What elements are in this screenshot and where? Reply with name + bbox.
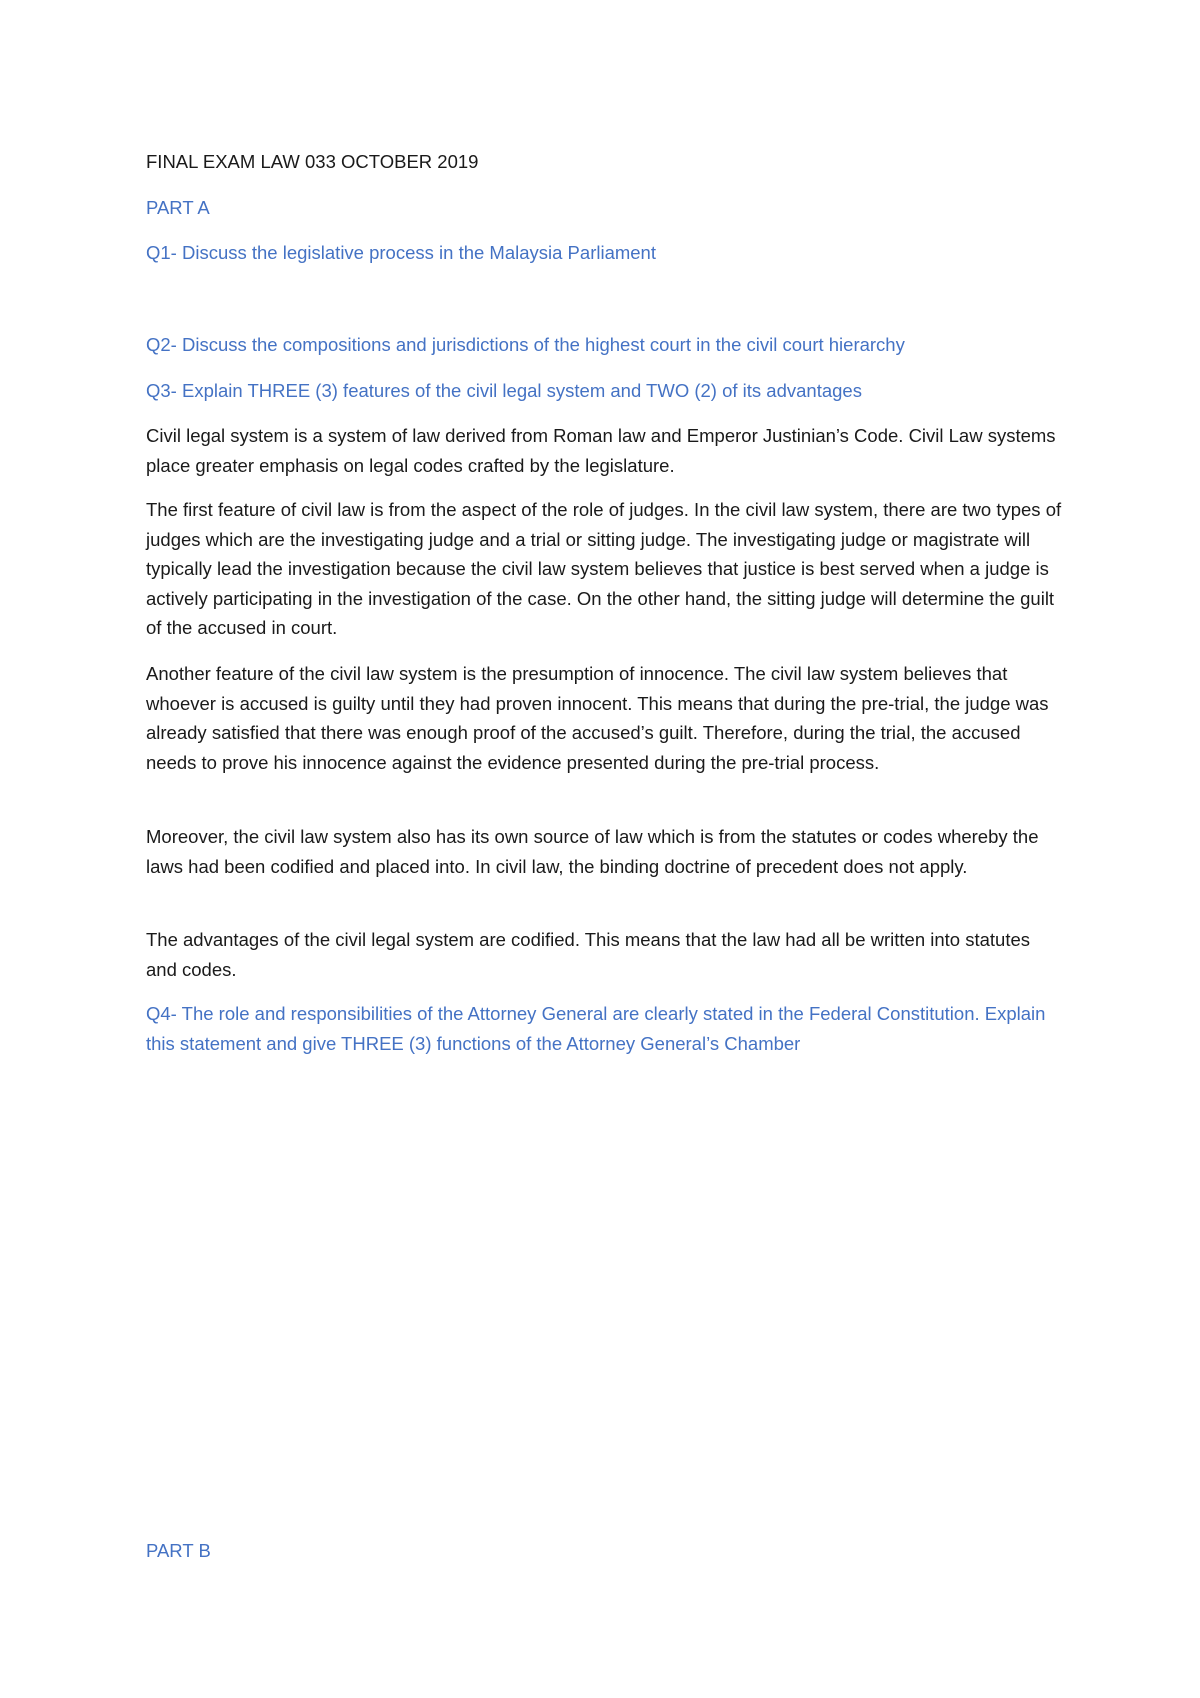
question-4: Q4- The role and responsibilities of the Attorney General are clearly stated in the Federal Constitution. Explain this statement and give THREE (3) functions of the Attorney General’s Chamber	[146, 1003, 1046, 1054]
answer-paragraph-advantages: The advantages of the civil legal system are codified. This means that the law had all be written into statutes and codes.	[146, 929, 1031, 980]
part-b-heading: PART B	[146, 1540, 211, 1561]
question-1: Q1- Discuss the legislative process in the Malaysia Parliament	[146, 242, 656, 263]
answer-paragraph-feature-1: The first feature of civil law is from the aspect of the role of judges. In the civil law system, there are two types of judges which are the investigating judge and a trial or sitting judge. The investigating judge or magistrate will typically lead the investigation because the civil law system believes that justice is best served when a judge is actively participating in the investigation of the case. On the other hand, the sitting judge will determine the guilt of the accused in court.	[146, 499, 1062, 638]
part-a-heading: PART A	[146, 197, 210, 218]
answer-paragraph-intro: Civil legal system is a system of law derived from Roman law and Emperor Justinian’s Code. Civil Law systems place greater emphasis on legal codes crafted by the legislature.	[146, 425, 1056, 476]
question-2: Q2- Discuss the compositions and jurisdictions of the highest court in the civil court hierarchy	[146, 334, 905, 355]
document-page	[146, 0, 1066, 1698]
exam-title: FINAL EXAM LAW 033 OCTOBER 2019	[146, 151, 479, 172]
answer-paragraph-feature-2: Another feature of the civil law system is the presumption of innocence. The civil law system believes that whoever is accused is guilty until they had proven innocent. This means that during the pre-trial, the judge was already satisfied that there was enough proof of the accused’s guilt. Therefore, during the trial, the accused needs to prove his innocence against the evidence presented during the pre-trial process.	[146, 663, 1049, 773]
question-3: Q3- Explain THREE (3) features of the civil legal system and TWO (2) of its advantages	[146, 380, 862, 401]
answer-paragraph-feature-3: Moreover, the civil law system also has its own source of law which is from the statutes or codes whereby the laws had been codified and placed into. In civil law, the binding doctrine of precedent does not apply.	[146, 826, 1039, 877]
